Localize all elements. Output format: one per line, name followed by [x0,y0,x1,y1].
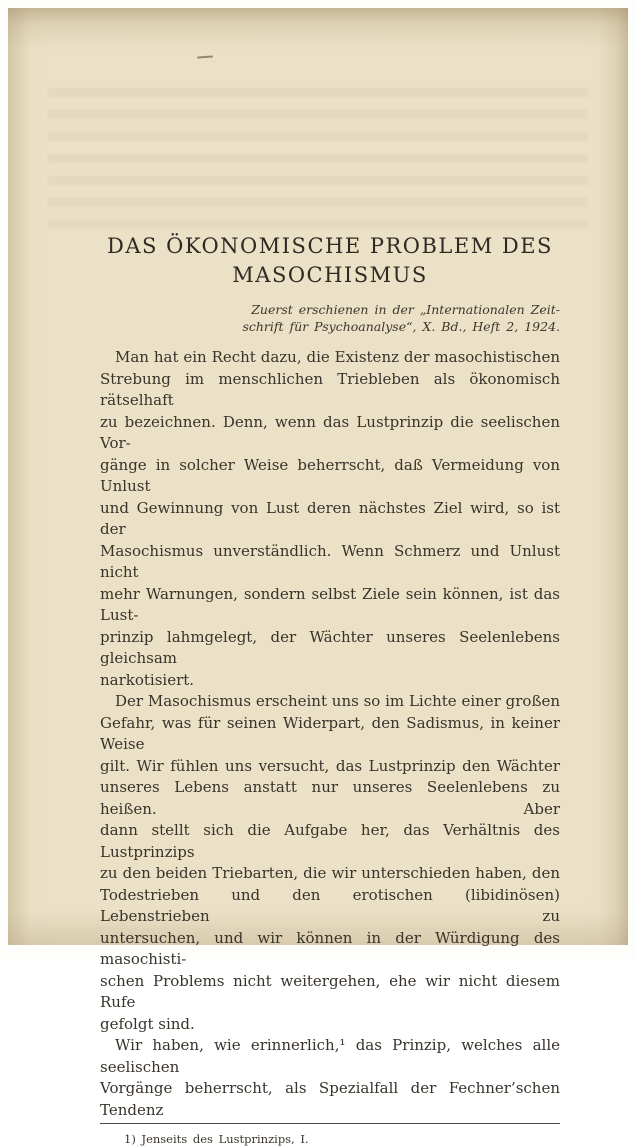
paragraph [100,347,560,691]
text-line: untersuchen, und wir können in der Würdigung des masochisti- [100,928,560,968]
title-line-1: DAS ÖKONOMISCHE PROBLEM DES [107,234,553,258]
text-line: Gefahr, was für seinen Widerpart, den Sadismus, in keiner Weise [100,713,560,753]
title-line-2: MASOCHISMUS [232,263,428,287]
paragraph [100,691,560,1035]
text-line: Todestrieben und den erotischen (libidinösen) Lebenstrieben zu [100,885,560,925]
source-note-line-1: Zuerst erschienen in der „Internationalen Zeit- [251,302,560,317]
text-line: unseres Lebens anstatt nur unseres Seelenlebens zu heißen. Aber [100,778,560,818]
source-note-line-2: schrift für Psychoanalyse“, X. Bd., Heft 2, 1924. [242,318,560,334]
text-line: Man hat ein Recht dazu, die Existenz der masochistischen [115,348,560,366]
footnote: 1) Jenseits des Lustprinzips, I. [124,1132,309,1146]
text-line: Der Masochismus erscheint uns so im Lichte einer großen [115,692,560,710]
text-line: gefolgt sind. [100,1014,195,1033]
page-content [8,8,628,1147]
book-page [8,8,628,1146]
text-line: schen Problems nicht weitergehen, ehe wir nicht diesem Rufe [100,971,560,1011]
text-line: prinzip lahmgelegt, der Wächter unseres Seelenlebens gleichsam [100,627,560,667]
text-line: narkotisiert. [100,670,195,689]
document-title [100,232,560,290]
text-line: zu den beiden Triebarten, die wir unterschieden haben, den [100,864,560,882]
body-text [100,347,560,1121]
text-line: zu bezeichnen. Denn, wenn das Lustprinzip die seelischen Vor- [100,412,560,452]
text-line: Vorgänge beherrscht, als Spezialfall der Fechner’schen Tendenz [100,1079,560,1119]
text-line: und Gewinnung von Lust deren nächstes Ziel wird, so ist der [100,498,560,538]
text-line: Strebung im menschlichen Triebleben als ökonomisch rätselhaft [100,369,560,409]
text-line: gänge in solcher Weise beherrscht, daß Vermeidung von Unlust [100,455,560,495]
text-line: Wir haben, wie erinnerlich,¹ das Prinzip, welches alle seelischen [100,1036,560,1076]
publication-source-note [100,302,560,335]
text-line: Masochismus unverständlich. Wenn Schmerz und Unlust nicht [100,541,560,581]
text-line: gilt. Wir fühlen uns versucht, das Lustprinzip den Wächter [100,756,560,775]
text-line: dann stellt sich die Aufgabe her, das Verhältnis des Lustprinzips [100,821,560,861]
text-line: mehr Warnungen, sondern selbst Ziele sein können, ist das Lust- [100,584,560,624]
footnote-separator-rule [100,1123,560,1124]
paragraph [100,1035,560,1121]
